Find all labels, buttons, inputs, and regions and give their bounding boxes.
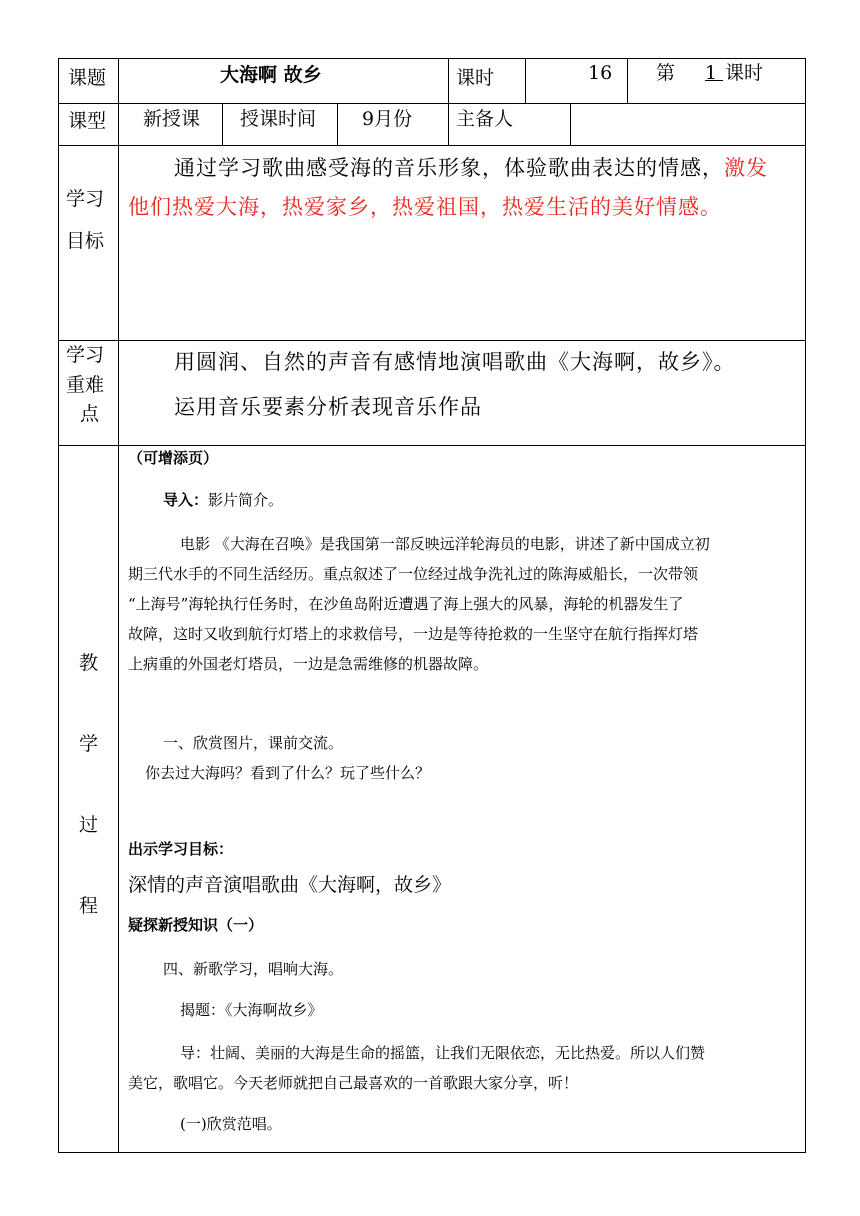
label-column-divider bbox=[118, 58, 119, 1152]
story-line: 上病重的外国老灯塔员，一边是急需维修的机器故障。 bbox=[128, 655, 489, 673]
show-goal-text: 深情的声音演唱歌曲《大海啊，故乡》 bbox=[128, 874, 452, 896]
period-suffix: 课时 bbox=[725, 62, 764, 84]
intro-value: 影片简介。 bbox=[208, 491, 284, 509]
time-label: 授课时间 bbox=[240, 108, 317, 130]
hours-label: 课时 bbox=[456, 67, 495, 89]
process-label-char: 学 bbox=[79, 733, 99, 755]
explore-title: 疑探新授知识（一） bbox=[128, 916, 264, 934]
keypoints-label-line2: 重难 bbox=[66, 374, 105, 396]
table-row-divider bbox=[58, 145, 806, 146]
process-label-char: 教 bbox=[79, 652, 99, 674]
table-border-bottom bbox=[58, 1152, 806, 1153]
story-line: 故障，这时又收到航行灯塔上的求救信号，一边是等待抢救的一生坚守在航行指挥灯塔 bbox=[128, 625, 699, 643]
intro-label: 导入： bbox=[163, 491, 209, 509]
cell-divider bbox=[222, 103, 223, 145]
table-border-top bbox=[58, 58, 806, 59]
add-page-note: （可增添页） bbox=[128, 449, 219, 467]
period-field bbox=[656, 64, 763, 83]
topic-label: 课题 bbox=[68, 67, 107, 89]
keypoints-label-line1: 学习 bbox=[66, 344, 105, 366]
table-border-left bbox=[58, 58, 59, 1152]
table-border-right bbox=[805, 58, 806, 1152]
time-value: 9月份 bbox=[362, 108, 413, 130]
sub1-title: (一)欣赏范唱。 bbox=[180, 1115, 282, 1133]
type-value: 新授课 bbox=[143, 108, 201, 130]
keypoints-line2: 运用音乐要素分析表现音乐作品 bbox=[174, 395, 482, 419]
cell-divider bbox=[627, 58, 628, 103]
section1-question: 你去过大海吗？看到了什么？玩了些什么？ bbox=[145, 764, 431, 782]
keypoints-label-line3: 点 bbox=[80, 403, 100, 425]
goals-line1-black: 通过学习歌曲感受海的音乐形象，体验歌曲表达的情感， bbox=[174, 156, 724, 180]
goals-label-line1: 学习 bbox=[66, 188, 105, 210]
story-line: 期三代水手的不同生活经历。重点叙述了一位经过战争洗礼过的陈海威船长，一次带领 bbox=[128, 565, 699, 583]
period-value: 1 bbox=[704, 62, 718, 84]
period-prefix: 第 bbox=[656, 62, 676, 84]
cell-divider bbox=[448, 58, 449, 145]
process-label-char: 程 bbox=[79, 895, 99, 917]
hours-value: 16 bbox=[588, 62, 613, 84]
story-line: 电影 《大海在召唤》是我国第一部反映远洋轮海员的电影，讲述了新中国成立初 bbox=[180, 535, 710, 553]
type-label: 课型 bbox=[68, 110, 107, 132]
cell-divider bbox=[570, 103, 571, 145]
keypoints-line1: 用圆润、自然的声音有感情地演唱歌曲《大海啊，故乡》。 bbox=[174, 350, 736, 374]
table-row-divider bbox=[58, 340, 806, 341]
table-row-divider bbox=[58, 103, 806, 104]
goals-label-line2: 目标 bbox=[66, 230, 105, 252]
section4-title: 四、新歌学习，唱响大海。 bbox=[163, 960, 344, 978]
goals-text-line2: 他们热爱大海，热爱家乡，热爱祖国，热爱生活的美好情感。 bbox=[128, 195, 722, 219]
guide-line: 美它，歌唱它。今天老师就把自己最喜欢的一首歌跟大家分享，听！ bbox=[128, 1074, 579, 1092]
planner-label: 主备人 bbox=[456, 108, 514, 130]
cell-divider bbox=[525, 58, 526, 103]
topic-value: 大海啊 故乡 bbox=[220, 64, 322, 86]
guide-line: 导：壮阔、美丽的大海是生命的摇篮，让我们无限依恋，无比热爱。所以人们赞 bbox=[180, 1044, 706, 1062]
goals-line1-red: 激发 bbox=[724, 156, 768, 180]
show-goal-title: 出示学习目标： bbox=[128, 840, 234, 858]
goals-text-line1 bbox=[174, 158, 768, 179]
table-row-divider bbox=[58, 445, 806, 446]
cell-divider bbox=[337, 103, 338, 145]
story-line: “上海号”海轮执行任务时，在沙鱼岛附近遭遇了海上强大的风暴，海轮的机器发生了 bbox=[128, 595, 684, 613]
intro-line bbox=[163, 493, 283, 508]
process-label-char: 过 bbox=[79, 814, 99, 836]
reveal-title: 揭题：《大海啊故乡》 bbox=[180, 1001, 323, 1019]
section1-title: 一、欣赏图片，课前交流。 bbox=[163, 734, 344, 752]
